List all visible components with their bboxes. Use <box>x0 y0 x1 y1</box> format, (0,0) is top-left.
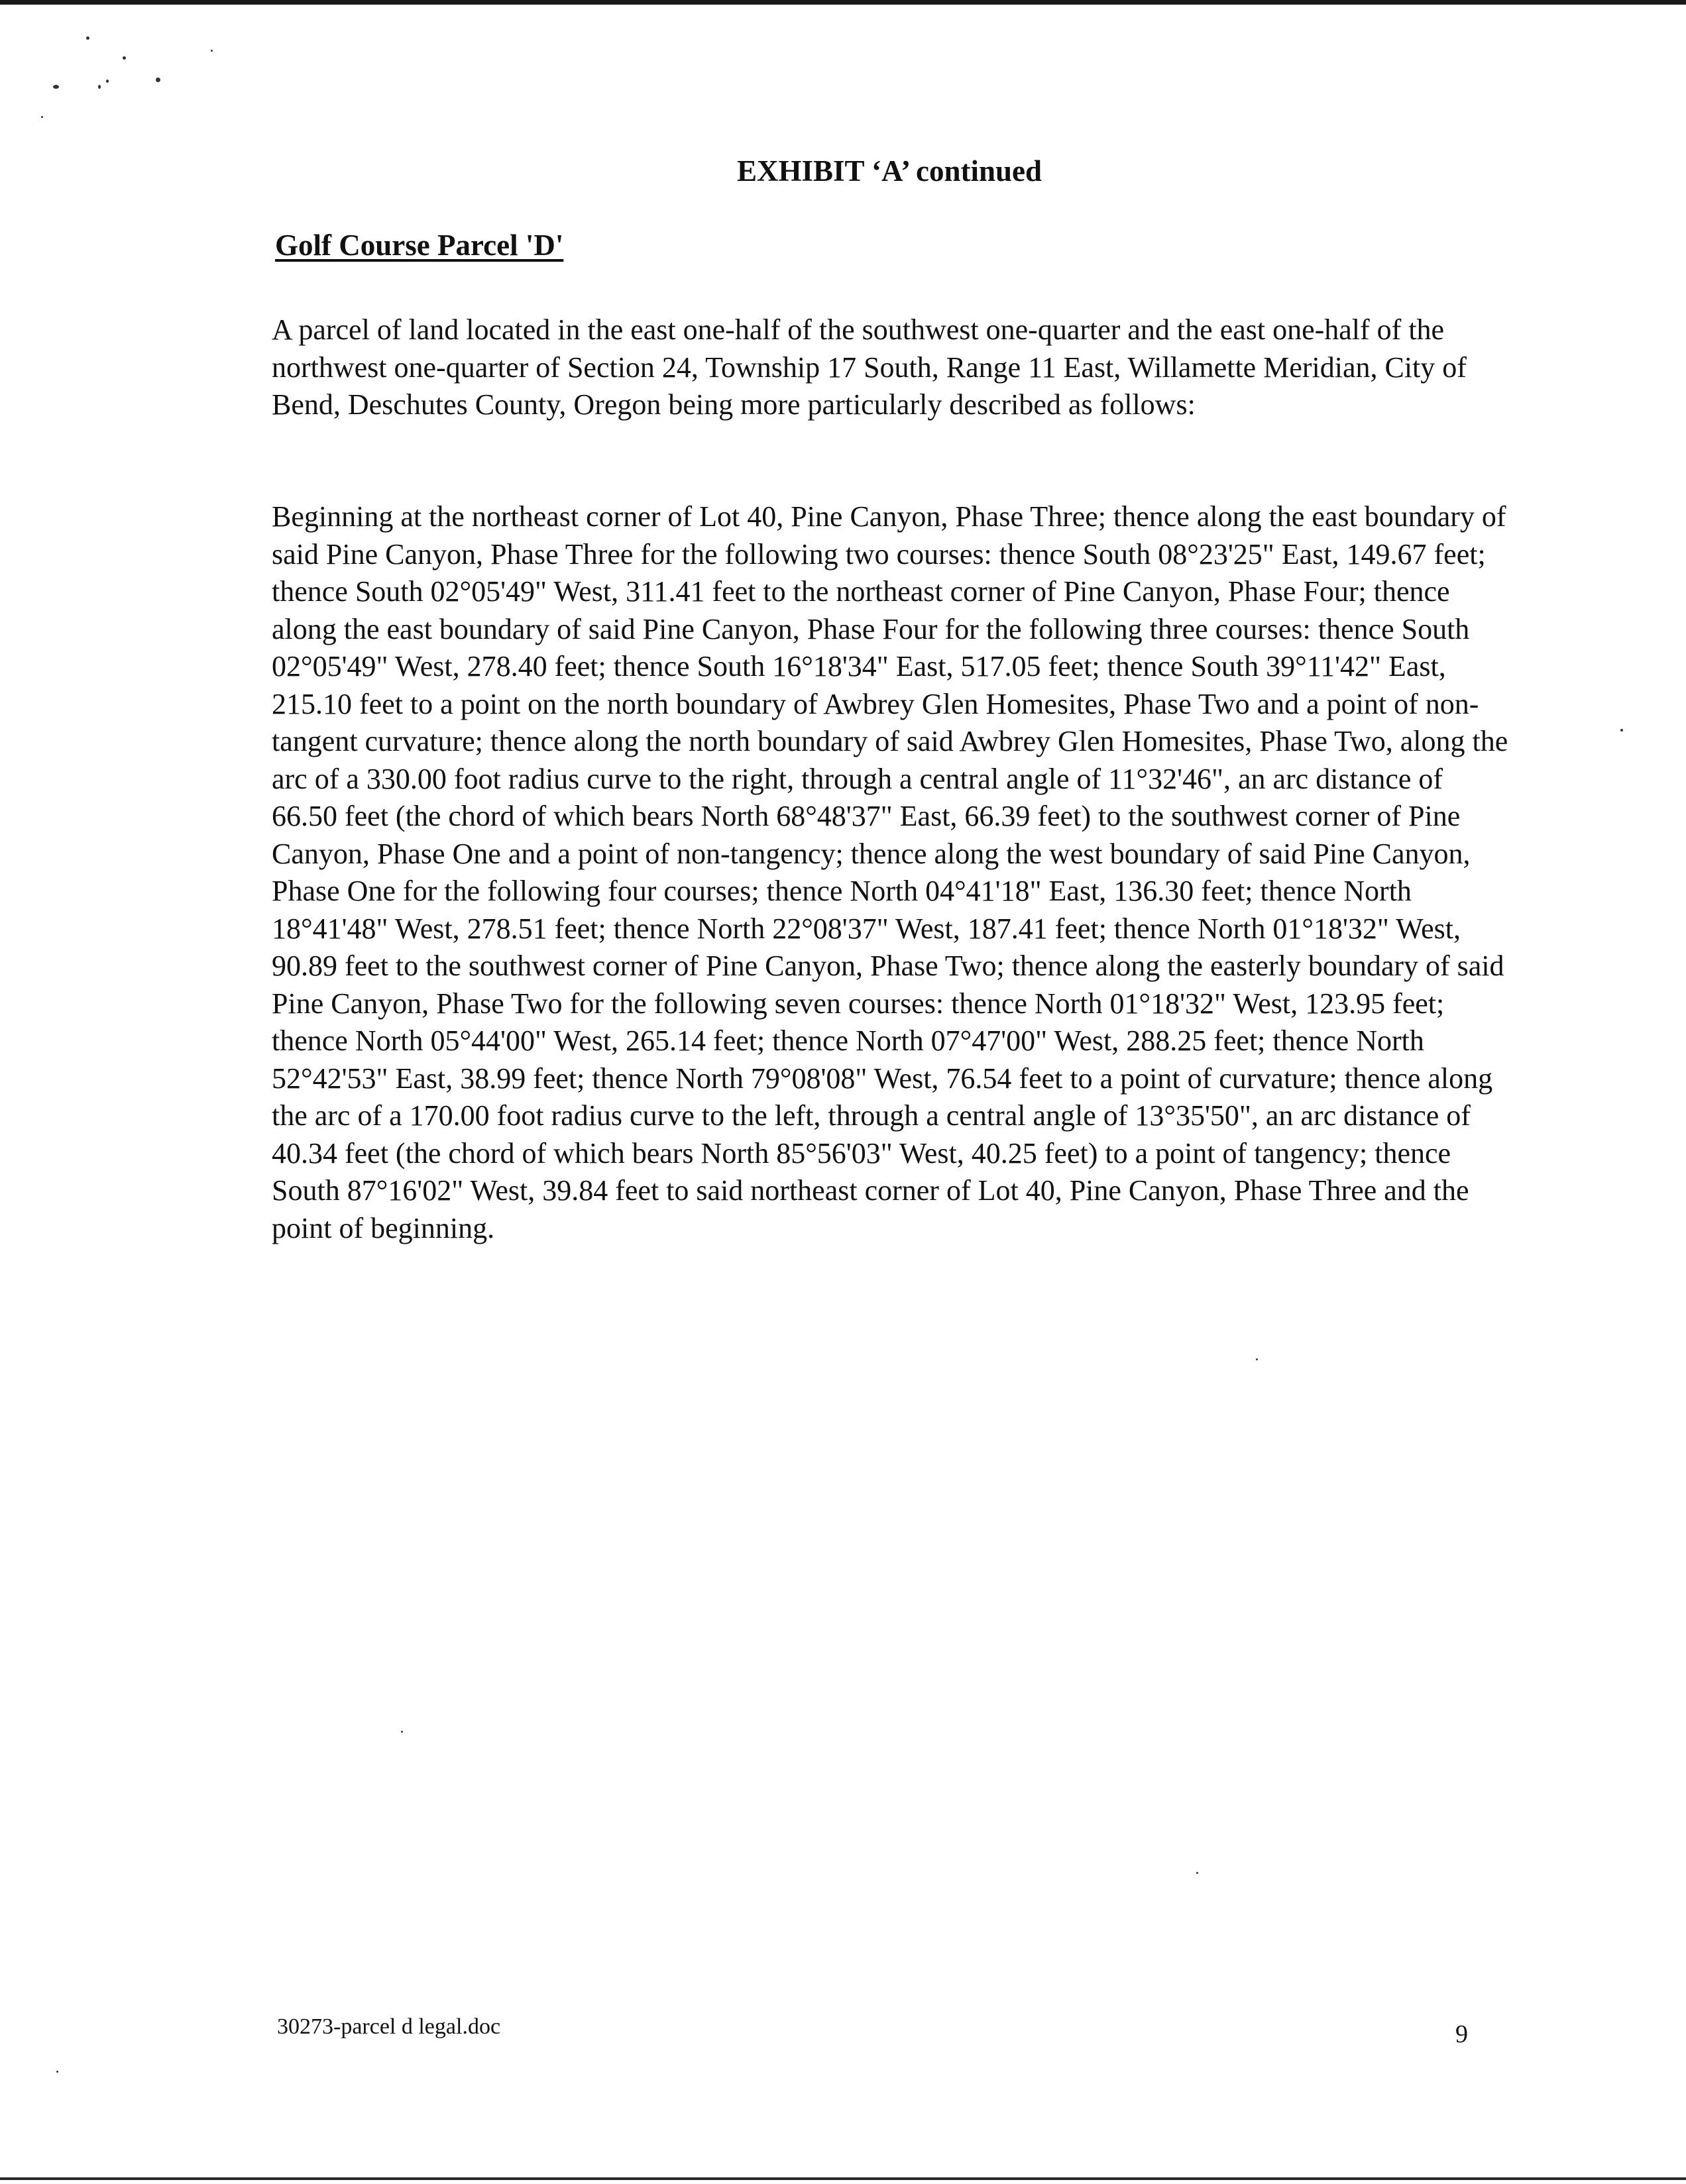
footer-filename: 30273-parcel d legal.doc <box>277 2014 501 2039</box>
legal-description-paragraph: Beginning at the northeast corner of Lot 40, Pine Canyon, Phase Three; thence along the east boundary of said Pine Canyon, Phase Three for the following two courses: thence South 08°23'25" East, 149.67 feet; thence South 02°05'49" West, 311.41 feet to the northeast corner of Pine Canyon, Phase Four; thence along the east boundary of said Pine Canyon, Phase Four for the following three courses: thence South 02°05'49" West, 278.40 feet; thence South 16°18'34" East, 517.05 feet; thence South 39°11'42" East, 215.10 feet to a point on the north boundary of Awbrey Glen Homesites, Phase Two and a point of non-tangent curvature; thence along the north boundary of said Awbrey Glen Homesites, Phase Two, along the arc of a 330.00 foot radius curve to the right, through a central angle of 11°32'46", an arc distance of 66.50 feet (the chord of which bears North 68°48'37" East, 66.39 feet) to the southwest corner of Pine Canyon, Phase One and a point of non-tangency; thence along the west boundary of said Pine Canyon, Phase One for the following four courses; thence North 04°41'18" East, 136.30 feet; thence North 18°41'48" West, 278.51 feet; thence North 22°08'37" West, 187.41 feet; thence North 01°18'32" West, 90.89 feet to the southwest corner of Pine Canyon, Phase Two; thence along the easterly boundary of said Pine Canyon, Phase Two for the following seven courses: thence North 01°18'32" West, 123.95 feet; thence North 05°44'00" West, 265.14 feet; thence North 07°47'00" West, 288.25 feet; thence North 52°42'53" East, 38.99 feet; thence North 79°08'08" West, 76.54 feet to a point of curvature; thence along the arc of a 170.00 foot radius curve to the left, through a central angle of 13°35'50", an arc distance of 40.34 feet (the chord of which bears North 85°56'03" West, 40.25 feet) to a point of tangency; thence South 87°16'02" West, 39.84 feet to said northeast corner of Lot 40, Pine Canyon, Phase Three and the point of beginning. <box>272 500 1508 1244</box>
page-number: 9 <box>1455 2020 1468 2048</box>
scan-bottom-border <box>0 2177 1686 2180</box>
scan-speck <box>1196 1872 1198 1874</box>
scan-speck <box>56 2071 58 2073</box>
scan-speck <box>1620 729 1623 732</box>
scan-speck <box>98 85 101 89</box>
section-heading: Golf Course Parcel 'D' <box>275 229 564 262</box>
intro-paragraph: A parcel of land located in the east one-half of the southwest one-quarter and the east one-half of the northwest one-quarter of Section 24, Township 17 South, Range 11 East, Willamette Meridian, City of Bend, Deschutes County, Oregon being more particularly described as follows: <box>272 313 1467 421</box>
scan-speck <box>1256 1358 1258 1360</box>
scan-speck <box>86 36 89 40</box>
scan-speck <box>106 80 109 83</box>
scan-speck <box>53 85 59 89</box>
scan-speck <box>123 56 126 60</box>
scan-speck <box>211 50 213 52</box>
scan-speck <box>41 116 43 118</box>
scan-top-border <box>0 0 1686 5</box>
scan-speck <box>156 78 160 82</box>
document-title: EXHIBIT ‘A’ continued <box>736 154 1042 188</box>
scan-speck <box>401 1731 403 1733</box>
